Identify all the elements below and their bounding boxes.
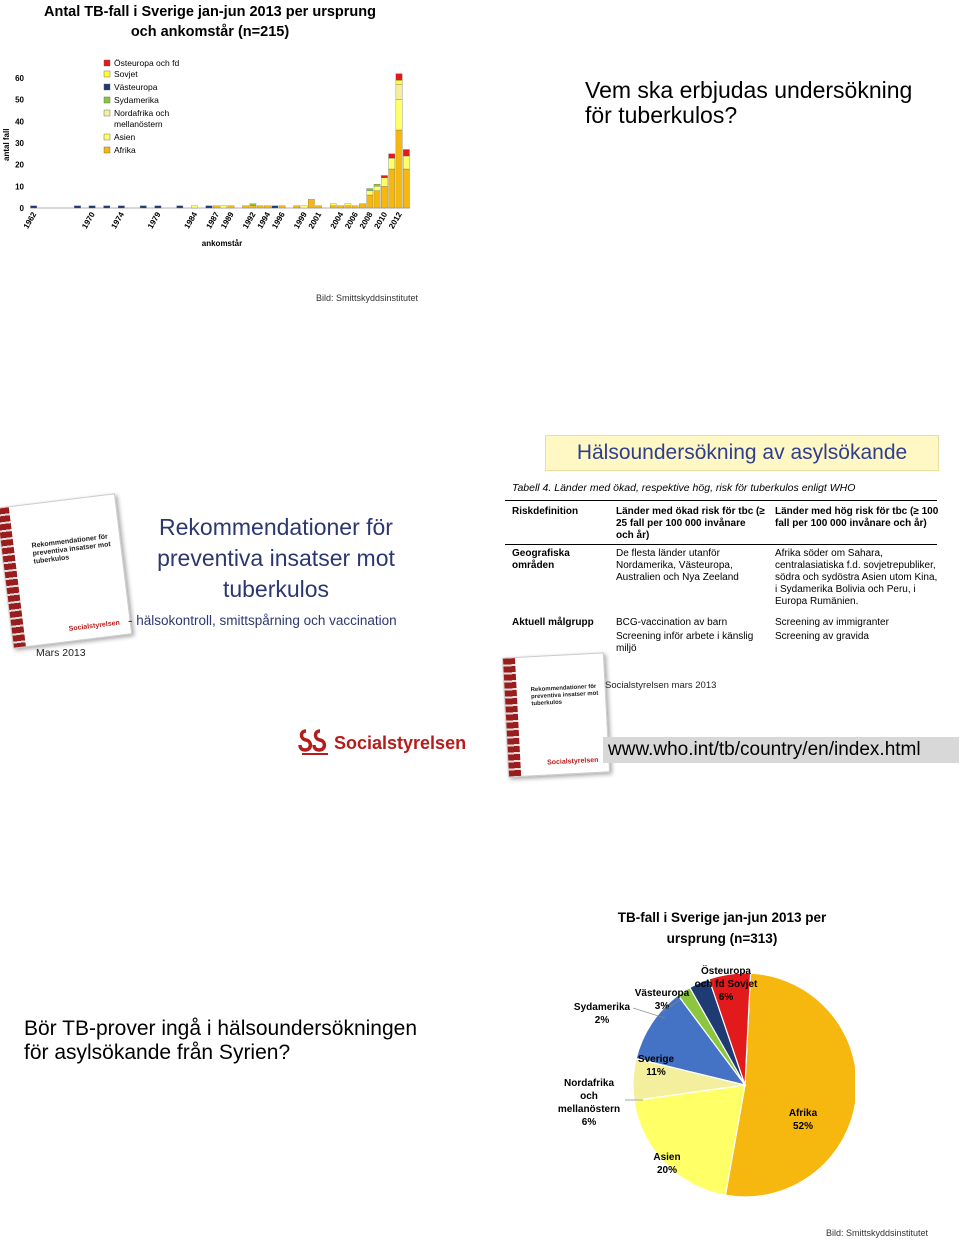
x-tick-label: 1987 bbox=[204, 210, 222, 231]
bar-chart bbox=[0, 0, 420, 250]
book-cover-text: Rekommendationer för preventiva insatser mot tuberkulos bbox=[31, 533, 112, 566]
row-label: Aktuell målgrupp bbox=[512, 617, 594, 628]
bar-segment bbox=[242, 206, 248, 208]
x-tick-label: 1999 bbox=[292, 210, 309, 231]
pie-slice bbox=[634, 1085, 745, 1195]
legend-swatch bbox=[104, 110, 110, 116]
x-tick-label: 2008 bbox=[357, 210, 375, 231]
bar-segment bbox=[403, 156, 409, 169]
bar-segment bbox=[367, 195, 373, 208]
legend-swatch bbox=[104, 134, 110, 140]
bar-segment bbox=[177, 206, 183, 208]
bar-segment bbox=[279, 206, 285, 208]
bar-segment bbox=[396, 100, 402, 130]
bar-segment bbox=[396, 85, 402, 100]
cell: BCG-vaccination av barn bbox=[616, 617, 728, 628]
cell: Länder med ökad risk för tbc (≥ 25 fall per 100 000 invånare och år) bbox=[616, 506, 765, 541]
cell: De flesta länder utanför Nordamerika, Västeuropa, Australien och Nya Zeeland bbox=[616, 548, 739, 583]
bar-segment bbox=[140, 206, 146, 208]
report-date: Mars 2013 bbox=[36, 647, 86, 659]
image-credit: Bild: Smittskyddsinstitutet bbox=[316, 293, 419, 303]
bar-segment bbox=[345, 206, 351, 208]
x-tick-label: 1984 bbox=[182, 210, 200, 231]
image-credit-2: Bild: Smittskyddsinstitutet bbox=[826, 1228, 929, 1238]
chart-title-line1: Antal TB-fall i Sverige jan-jun 2013 per ursprung bbox=[44, 4, 376, 20]
bar-segment bbox=[257, 206, 263, 208]
bar-segment bbox=[374, 184, 380, 186]
bar-segment bbox=[250, 206, 256, 208]
y-tick-label: 40 bbox=[15, 117, 24, 127]
pie-title-line1: TB-fall i Sverige jan-jun 2013 per bbox=[617, 910, 827, 925]
legend-label: Sovjet bbox=[114, 69, 138, 79]
bar-segment bbox=[367, 191, 373, 195]
pie-title-line2: ursprung (n=313) bbox=[666, 931, 778, 946]
table-rule bbox=[505, 544, 937, 545]
bar-segment bbox=[294, 206, 300, 208]
bar-segment bbox=[89, 206, 95, 208]
legend-label: Sydamerika bbox=[114, 95, 159, 105]
pie-label: Östeuropa bbox=[700, 966, 752, 977]
y-tick-label: 20 bbox=[15, 160, 24, 170]
bar-segment bbox=[191, 206, 197, 208]
report-cover-image-small bbox=[502, 652, 610, 777]
legend-label: Afrika bbox=[114, 145, 136, 155]
legend-swatch bbox=[104, 147, 110, 153]
chart-axes bbox=[2, 74, 410, 213]
y-tick-label: 30 bbox=[15, 139, 24, 148]
pie-label: Sydamerika bbox=[573, 1002, 631, 1013]
bar-segment bbox=[118, 206, 124, 208]
cell: Länder med hög risk för tbc (≥ 100 fall per 100 000 invånare och år) bbox=[775, 506, 939, 529]
cell: Screening av gravida bbox=[775, 631, 869, 642]
bar-segment bbox=[337, 206, 343, 208]
pie-label: Afrika bbox=[788, 1108, 818, 1119]
bar-segment bbox=[381, 186, 387, 208]
pie-label: 20% bbox=[656, 1165, 678, 1176]
bar-segment bbox=[104, 206, 110, 208]
legend-swatch bbox=[104, 84, 110, 90]
book-spine bbox=[0, 507, 26, 647]
section-banner bbox=[545, 435, 939, 471]
pie-label: Asien bbox=[653, 1152, 681, 1163]
cell: Screening av immigranter bbox=[775, 617, 889, 628]
socialstyrelsen-logo-icon bbox=[298, 728, 332, 758]
banner-text: Hälsoundersökning av asylsökande bbox=[576, 441, 908, 464]
bar-segment bbox=[316, 206, 322, 208]
bar-segment bbox=[330, 206, 336, 208]
y-tick-label: 60 bbox=[15, 74, 24, 83]
book-cover-logo: Socialstyrelsen bbox=[68, 619, 121, 633]
bar-segment bbox=[31, 206, 37, 208]
x-tick-label: 1994 bbox=[255, 210, 273, 231]
chart-legend bbox=[104, 58, 179, 155]
pie-label: och bbox=[580, 1091, 598, 1102]
y-tick-label: 0 bbox=[19, 204, 24, 213]
bar-segment bbox=[381, 178, 387, 187]
who-link[interactable]: www.who.int/tb/country/en/index.html bbox=[603, 737, 959, 763]
legend-label: Västeuropa bbox=[114, 82, 158, 92]
bar-segment bbox=[308, 199, 314, 208]
book-cover-text: Rekommendationer för preventiva insatser mot tuberkulos bbox=[530, 683, 599, 708]
pie-label: 11% bbox=[646, 1067, 666, 1078]
bar-segment bbox=[396, 80, 402, 84]
bar-segment bbox=[301, 206, 307, 208]
pie-label: 52% bbox=[792, 1121, 814, 1132]
report-subtitle: - hälsokontroll, smittspårning och vaccination bbox=[128, 613, 397, 628]
row-label: Riskdefinition bbox=[512, 506, 579, 517]
bar-segment bbox=[345, 204, 351, 206]
table-caption: Tabell 4. Länder med ökad, respektive hög, risk för tuberkulos enligt WHO bbox=[512, 482, 856, 494]
pie-label: 2% bbox=[594, 1015, 610, 1026]
x-tick-label: 2006 bbox=[343, 210, 360, 231]
pie-chart bbox=[545, 900, 855, 1200]
row-label: Geografiska områden bbox=[512, 548, 570, 571]
bar-segment bbox=[330, 204, 336, 206]
chart-x-ticks bbox=[22, 210, 404, 248]
pie-label: mellanöstern bbox=[557, 1104, 621, 1115]
bar-segment bbox=[250, 204, 256, 206]
bar-segment bbox=[396, 130, 402, 208]
x-tick-label: 2001 bbox=[306, 210, 324, 231]
bar-segment bbox=[403, 150, 409, 157]
legend-label: mellanöstern bbox=[114, 119, 163, 129]
cell: Afrika söder om Sahara, centralasiatiska f.d. sovjetrepubliker, södra och sydöstra Asien utom Kina, i Sydamerika Bolivia och Peru, i Europa Rumänien. bbox=[775, 548, 938, 607]
x-tick-label: 1989 bbox=[219, 210, 236, 231]
bar-segment bbox=[389, 169, 395, 208]
x-tick-label: 2012 bbox=[387, 210, 404, 231]
cell: Screening inför arbete i känslig miljö bbox=[616, 631, 754, 654]
x-tick-label: 1996 bbox=[270, 210, 287, 231]
bar-segment bbox=[359, 204, 365, 208]
legend-label: Asien bbox=[114, 132, 136, 142]
book-spine bbox=[503, 658, 521, 776]
pie-label: 6% bbox=[581, 1117, 597, 1128]
bar-segment bbox=[396, 74, 402, 81]
x-tick-label: 2004 bbox=[328, 210, 346, 231]
bar-segment bbox=[352, 206, 358, 208]
bar-segment bbox=[374, 186, 380, 190]
report-title: Rekommendationer för preventiva insatser mot tuberkulos bbox=[157, 514, 395, 602]
question-heading: Vem ska erbjudas undersökning för tuberkulos? bbox=[585, 77, 913, 128]
bar-segment bbox=[213, 206, 219, 208]
table-rule bbox=[505, 500, 937, 501]
y-tick-label: 10 bbox=[15, 182, 24, 192]
book-cover-logo: Socialstyrelsen bbox=[546, 756, 599, 767]
who-risk-table bbox=[505, 478, 939, 658]
legend-swatch bbox=[104, 97, 110, 103]
legend-label: Nordafrika och bbox=[114, 108, 170, 118]
bar-segment bbox=[228, 206, 234, 208]
bar-segment bbox=[155, 206, 161, 208]
bar-segment bbox=[389, 158, 395, 169]
bar-segment bbox=[221, 206, 227, 208]
bar-segment bbox=[403, 169, 409, 208]
x-tick-label: 1974 bbox=[109, 210, 127, 231]
report-cover-image bbox=[0, 493, 132, 649]
bar-segment bbox=[367, 189, 373, 191]
y-tick-label: 50 bbox=[15, 95, 24, 105]
socialstyrelsen-logo-text: Socialstyrelsen bbox=[334, 733, 467, 753]
chart-bars bbox=[31, 74, 410, 208]
legend-label: Östeuropa och fd bbox=[114, 58, 180, 68]
pie-label: 3% bbox=[654, 1001, 670, 1012]
x-tick-label: 1970 bbox=[80, 210, 97, 231]
question-heading-2: Bör TB-prover ingå i hälsoundersökningen för asylsökande från Syrien? bbox=[24, 1017, 418, 1064]
x-tick-label: 1962 bbox=[21, 210, 39, 231]
legend-swatch bbox=[104, 71, 110, 77]
pie-label: 6% bbox=[718, 992, 734, 1003]
pie-label: och fd Sovjet bbox=[694, 979, 758, 990]
pie-label: Västeuropa bbox=[634, 988, 690, 999]
x-tick-label: 1992 bbox=[240, 210, 258, 231]
legend-swatch bbox=[104, 60, 110, 66]
source-reference: Socialstyrelsen mars 2013 bbox=[605, 680, 717, 691]
pie-label: Nordafrika bbox=[563, 1078, 615, 1089]
bar-segment bbox=[374, 191, 380, 208]
bar-segment bbox=[264, 206, 270, 208]
x-axis-label: ankomstår bbox=[201, 239, 243, 248]
chart-title-line2: och ankomstår (n=215) bbox=[130, 24, 290, 40]
bar-segment bbox=[381, 176, 387, 178]
x-tick-label: 1979 bbox=[145, 210, 163, 231]
bar-segment bbox=[389, 154, 395, 158]
bar-segment bbox=[272, 206, 278, 208]
pie-label: Sverige bbox=[637, 1054, 675, 1065]
y-axis-label: antal fall bbox=[2, 128, 11, 161]
x-tick-label: 2010 bbox=[372, 210, 390, 231]
bar-segment bbox=[206, 206, 212, 208]
bar-segment bbox=[74, 206, 80, 208]
